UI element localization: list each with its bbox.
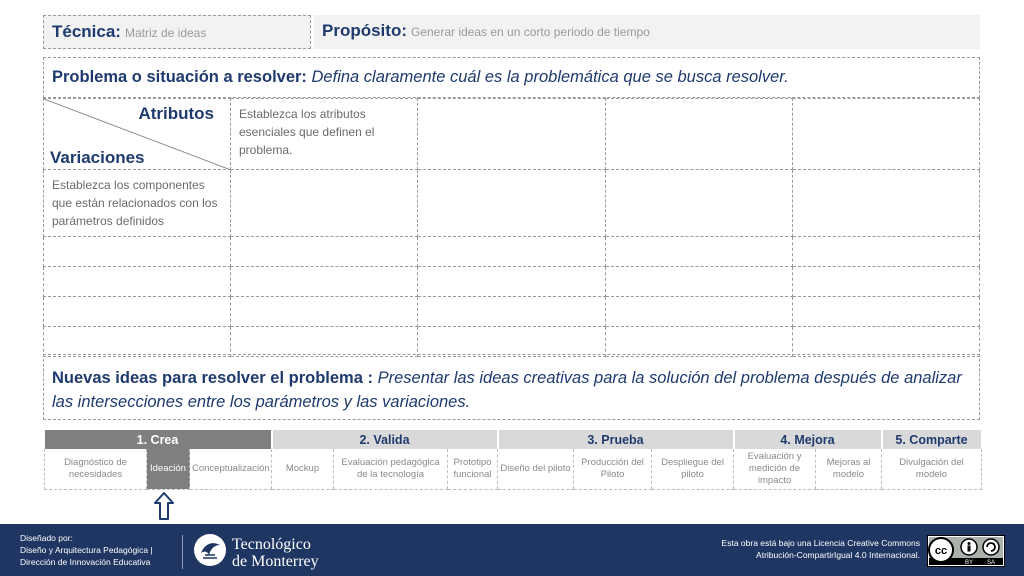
problem-label: Problema o situación a resolver: [52,68,307,86]
variations-hint-cell[interactable]: Establezca los componentes que están relacionados con los parámetros definidos [44,170,231,237]
matrix-cell[interactable] [44,237,231,267]
designed-by-line: Diseño y Arquitectura Pedagógica | [20,545,153,555]
matrix-cell[interactable] [792,170,979,237]
technique-box [43,15,311,49]
designed-by-line: Diseñado por: [20,533,73,543]
matrix-cell[interactable] [44,327,231,357]
step-evaluacion-pedagogica[interactable]: Evaluación pedagógica de la tecnología [334,449,448,489]
technique-value: Matriz de ideas [124,26,207,40]
matrix-cell[interactable] [418,99,605,170]
tec-monterrey-wordmark [232,536,319,570]
variations-heading: Variaciones [50,148,145,167]
purpose-box [314,15,980,49]
matrix-cell[interactable] [418,297,605,327]
problem-text: Defina claramente cuál es la problemática que se busca resolver. [311,68,789,86]
step-divulgacion[interactable]: Divulgación del modelo [882,449,982,489]
matrix-cell[interactable] [418,267,605,297]
purpose-value: Generar ideas en un corto periodo de tiempo [411,25,650,39]
step-mockup[interactable]: Mockup [272,449,334,489]
new-ideas-label: Nuevas ideas para resolver el problema : [52,369,373,387]
matrix-cell[interactable] [792,297,979,327]
step-conceptualizacion[interactable]: Conceptualización [190,449,272,489]
matrix-cell[interactable] [605,267,792,297]
designed-by-line: Dirección de Innovación Educativa [20,557,151,567]
matrix-cell[interactable] [605,327,792,357]
matrix-cell[interactable] [792,267,979,297]
step-diseno-piloto[interactable]: Diseño del piloto [498,449,574,489]
logo-line: de Monterrey [232,553,319,570]
matrix-cell[interactable] [605,99,792,170]
matrix-cell[interactable] [792,237,979,267]
matrix-cell[interactable] [44,297,231,327]
matrix-cell[interactable] [231,267,418,297]
technique-label: Técnica: [52,22,121,41]
logo-line: Tecnológico [232,536,311,553]
matrix-cell[interactable] [605,237,792,267]
matrix-corner-cell [44,99,231,170]
new-ideas-text: Presentar las ideas creativas para la solución del problema después de analizar las intersecciones entre los parámetros y las variaciones. [52,369,962,411]
step-despliegue-piloto[interactable]: Despliegue del piloto [652,449,734,489]
matrix-cell[interactable] [605,297,792,327]
sa-label: SA [986,560,996,566]
matrix-cell[interactable] [418,170,605,237]
step-mejoras-modelo[interactable]: Mejoras al modelo [816,449,882,489]
step-evaluacion-impacto[interactable]: Evaluación y medición de impacto [734,449,816,489]
license-text [690,537,920,561]
idea-matrix [43,98,980,357]
phase-comparte[interactable]: 5. Comparte [882,430,982,449]
matrix-cell[interactable] [792,327,979,357]
arrow-up-icon [153,491,175,521]
phase-valida[interactable]: 2. Valida [272,430,498,449]
matrix-cell[interactable] [418,237,605,267]
new-ideas-box [43,354,980,420]
phase-mejora[interactable]: 4. Mejora [734,430,882,449]
attributes-hint-cell[interactable]: Establezca los atributos esenciales que definen el problema. [231,99,418,170]
matrix-cell[interactable] [231,237,418,267]
step-prototipo[interactable]: Prototipo funcional [448,449,498,489]
creative-commons-badge-icon[interactable] [927,535,1005,567]
designed-by [20,532,170,568]
matrix-cell[interactable] [792,99,979,170]
problem-box [43,57,980,98]
tec-monterrey-logo-icon [193,533,227,567]
phase-crea[interactable]: 1. Crea [45,430,272,449]
by-label: BY [964,560,974,566]
phase-table [44,430,983,490]
matrix-cell[interactable] [231,170,418,237]
step-ideacion[interactable]: Ideación [147,449,190,489]
matrix-cell[interactable] [231,297,418,327]
matrix-cell[interactable] [231,327,418,357]
matrix-cell[interactable] [605,170,792,237]
license-line: Esta obra está bajo una Licencia Creative Commons [721,538,920,548]
phase-prueba[interactable]: 3. Prueba [498,430,734,449]
footer-divider [182,535,183,569]
step-diagnostico[interactable]: Diagnóstico de necesidades [45,449,147,489]
cc-label: cc [934,545,948,557]
step-produccion-piloto[interactable]: Producción del Piloto [574,449,652,489]
attributes-heading: Atributos [138,104,214,123]
matrix-cell[interactable] [44,267,231,297]
purpose-label: Propósito: [322,21,407,40]
matrix-cell[interactable] [418,327,605,357]
license-line: Atribución-CompartirIgual 4.0 Internacional. [756,550,920,560]
